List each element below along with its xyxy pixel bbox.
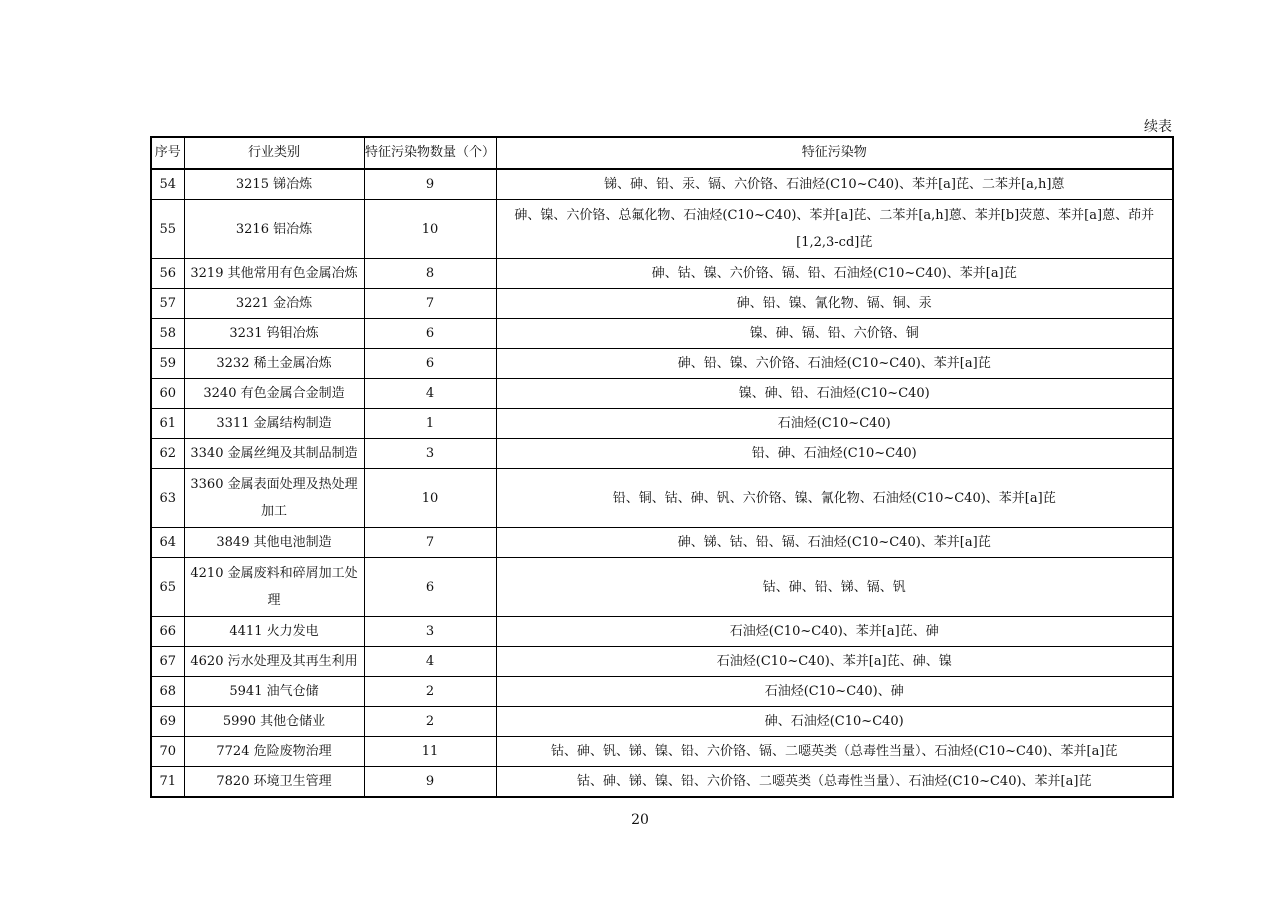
cell-serial-no: 56 xyxy=(151,259,184,289)
cell-pollutants: 砷、铅、镍、六价铬、石油烃(C10~C40)、苯并[a]芘 xyxy=(496,349,1173,379)
cell-pollutants: 铅、铜、钴、砷、钒、六价铬、镍、氰化物、石油烃(C10~C40)、苯并[a]芘 xyxy=(496,469,1173,528)
cell-industry: 3215 锑冶炼 xyxy=(184,169,364,200)
table-row xyxy=(151,528,1173,558)
table-row xyxy=(151,169,1173,200)
cell-pollutants: 镍、砷、铅、石油烃(C10~C40) xyxy=(496,379,1173,409)
cell-serial-no: 54 xyxy=(151,169,184,200)
table-row xyxy=(151,319,1173,349)
table-row xyxy=(151,469,1173,528)
cell-pollutant-count: 3 xyxy=(364,439,496,469)
cell-pollutants: 钴、砷、铅、锑、镉、钒 xyxy=(496,558,1173,617)
cell-pollutant-count: 6 xyxy=(364,319,496,349)
cell-pollutants: 砷、镍、六价铬、总氟化物、石油烃(C10~C40)、苯并[a]芘、二苯并[a,h]蒽、苯并[b]荧蒽、苯并[a]蒽、茚并[1,2,3-cd]芘 xyxy=(496,200,1173,259)
cell-industry: 3849 其他电池制造 xyxy=(184,528,364,558)
cell-serial-no: 70 xyxy=(151,737,184,767)
cell-pollutants: 砷、钴、镍、六价铬、镉、铅、石油烃(C10~C40)、苯并[a]芘 xyxy=(496,259,1173,289)
cell-industry: 5941 油气仓储 xyxy=(184,677,364,707)
cell-industry: 3360 金属表面处理及热处理加工 xyxy=(184,469,364,528)
cell-serial-no: 57 xyxy=(151,289,184,319)
cell-pollutants: 砷、铅、镍、氰化物、镉、铜、汞 xyxy=(496,289,1173,319)
cell-serial-no: 55 xyxy=(151,200,184,259)
table-continued-caption: 续表 xyxy=(1144,119,1172,135)
table-row xyxy=(151,617,1173,647)
table-row xyxy=(151,767,1173,798)
cell-industry: 3216 铝冶炼 xyxy=(184,200,364,259)
cell-pollutant-count: 3 xyxy=(364,617,496,647)
header-pollutants: 特征污染物 xyxy=(496,137,1173,169)
cell-industry: 3221 金冶炼 xyxy=(184,289,364,319)
cell-serial-no: 66 xyxy=(151,617,184,647)
header-industry: 行业类别 xyxy=(184,137,364,169)
cell-industry: 5990 其他仓储业 xyxy=(184,707,364,737)
cell-industry: 4210 金属废料和碎屑加工处理 xyxy=(184,558,364,617)
cell-industry: 7820 环境卫生管理 xyxy=(184,767,364,798)
cell-pollutant-count: 10 xyxy=(364,469,496,528)
cell-pollutants: 石油烃(C10~C40)、砷 xyxy=(496,677,1173,707)
table-row xyxy=(151,737,1173,767)
table-header-row xyxy=(151,137,1173,169)
cell-pollutant-count: 8 xyxy=(364,259,496,289)
cell-pollutant-count: 6 xyxy=(364,349,496,379)
cell-pollutant-count: 10 xyxy=(364,200,496,259)
cell-pollutant-count: 4 xyxy=(364,379,496,409)
cell-serial-no: 59 xyxy=(151,349,184,379)
cell-pollutant-count: 9 xyxy=(364,767,496,798)
cell-pollutant-count: 2 xyxy=(364,677,496,707)
cell-pollutants: 铅、砷、石油烃(C10~C40) xyxy=(496,439,1173,469)
table-row xyxy=(151,647,1173,677)
cell-industry: 3219 其他常用有色金属冶炼 xyxy=(184,259,364,289)
cell-serial-no: 63 xyxy=(151,469,184,528)
cell-serial-no: 64 xyxy=(151,528,184,558)
cell-industry: 3240 有色金属合金制造 xyxy=(184,379,364,409)
cell-pollutants: 钴、砷、锑、镍、铅、六价铬、二噁英类（总毒性当量）、石油烃(C10~C40)、苯并[a]芘 xyxy=(496,767,1173,798)
cell-pollutant-count: 7 xyxy=(364,528,496,558)
table-row xyxy=(151,558,1173,617)
table-row xyxy=(151,259,1173,289)
cell-pollutant-count: 2 xyxy=(364,707,496,737)
cell-pollutants: 镍、砷、镉、铅、六价铬、铜 xyxy=(496,319,1173,349)
cell-industry: 3231 钨钼冶炼 xyxy=(184,319,364,349)
cell-serial-no: 61 xyxy=(151,409,184,439)
cell-serial-no: 58 xyxy=(151,319,184,349)
pollutant-table xyxy=(150,136,1174,798)
cell-industry: 3340 金属丝绳及其制品制造 xyxy=(184,439,364,469)
cell-pollutant-count: 4 xyxy=(364,647,496,677)
cell-serial-no: 62 xyxy=(151,439,184,469)
cell-industry: 7724 危险废物治理 xyxy=(184,737,364,767)
cell-pollutants: 钴、砷、钒、锑、镍、铅、六价铬、镉、二噁英类（总毒性当量）、石油烃(C10~C40)、苯并[a]芘 xyxy=(496,737,1173,767)
table-row xyxy=(151,349,1173,379)
page-number: 20 xyxy=(631,812,649,828)
cell-serial-no: 60 xyxy=(151,379,184,409)
cell-pollutants: 石油烃(C10~C40)、苯并[a]芘、砷、镍 xyxy=(496,647,1173,677)
cell-pollutants: 石油烃(C10~C40) xyxy=(496,409,1173,439)
cell-industry: 4620 污水处理及其再生利用 xyxy=(184,647,364,677)
cell-pollutant-count: 7 xyxy=(364,289,496,319)
header-serial-no: 序号 xyxy=(151,137,184,169)
table-row xyxy=(151,379,1173,409)
cell-serial-no: 68 xyxy=(151,677,184,707)
table-row xyxy=(151,439,1173,469)
cell-serial-no: 65 xyxy=(151,558,184,617)
cell-pollutants: 锑、砷、铅、汞、镉、六价铬、石油烃(C10~C40)、苯并[a]芘、二苯并[a,h]蒽 xyxy=(496,169,1173,200)
cell-pollutants: 石油烃(C10~C40)、苯并[a]芘、砷 xyxy=(496,617,1173,647)
cell-pollutant-count: 9 xyxy=(364,169,496,200)
table-row xyxy=(151,409,1173,439)
cell-serial-no: 71 xyxy=(151,767,184,798)
table-row xyxy=(151,200,1173,259)
cell-pollutant-count: 11 xyxy=(364,737,496,767)
cell-pollutants: 砷、石油烃(C10~C40) xyxy=(496,707,1173,737)
cell-serial-no: 67 xyxy=(151,647,184,677)
cell-pollutants: 砷、锑、钴、铅、镉、石油烃(C10~C40)、苯并[a]芘 xyxy=(496,528,1173,558)
cell-pollutant-count: 1 xyxy=(364,409,496,439)
cell-industry: 3311 金属结构制造 xyxy=(184,409,364,439)
cell-serial-no: 69 xyxy=(151,707,184,737)
cell-industry: 4411 火力发电 xyxy=(184,617,364,647)
table-row xyxy=(151,677,1173,707)
cell-pollutant-count: 6 xyxy=(364,558,496,617)
header-pollutant-count: 特征污染物数量（个） xyxy=(364,137,496,169)
table-row xyxy=(151,289,1173,319)
table-row xyxy=(151,707,1173,737)
cell-industry: 3232 稀土金属冶炼 xyxy=(184,349,364,379)
